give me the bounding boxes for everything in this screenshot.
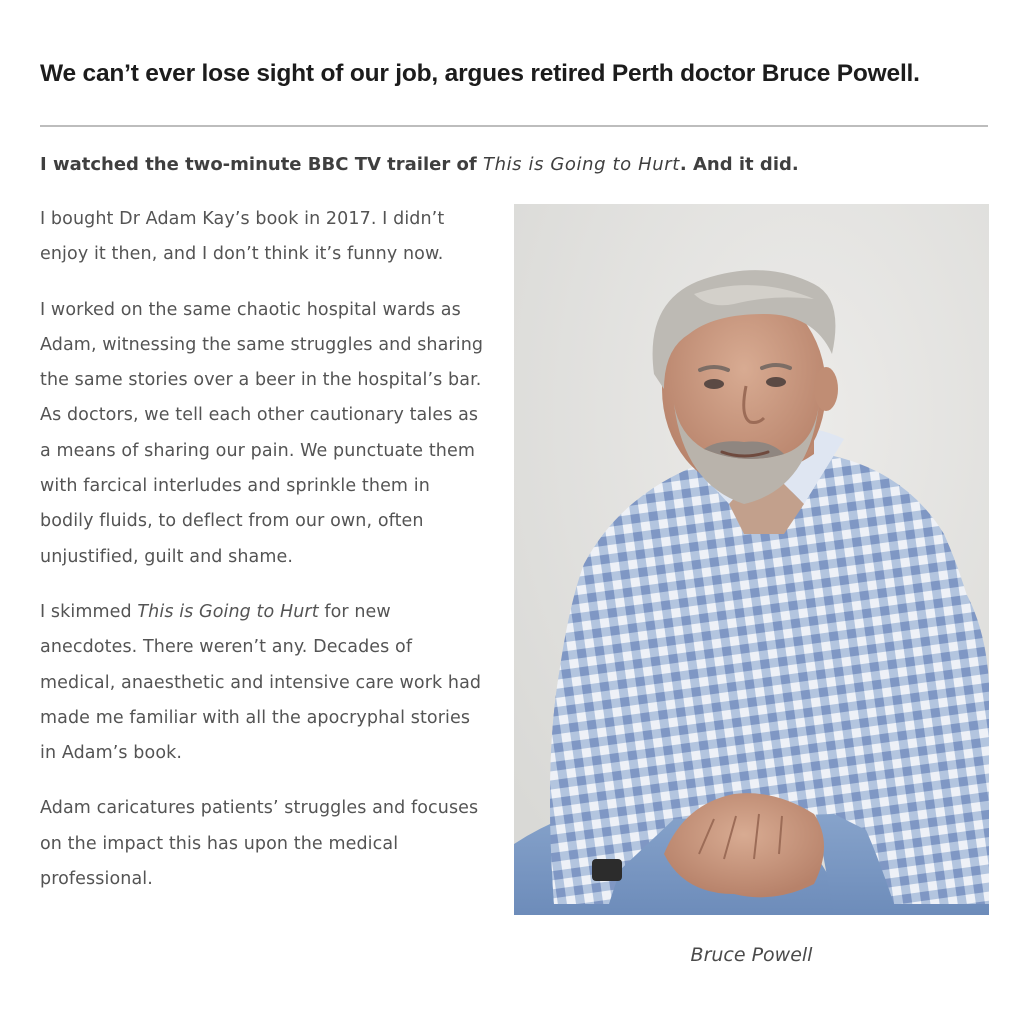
portrait-illustration — [514, 204, 989, 915]
inline-book-title: This is Going to Hurt — [137, 601, 319, 622]
article-headline: We can’t ever lose sight of our job, argues retired Perth doctor Bruce Powell. — [40, 60, 920, 87]
paragraph-text-before: I skimmed — [40, 601, 138, 622]
article-body — [40, 202, 488, 917]
article-lede — [40, 150, 990, 180]
body-paragraph-2: I worked on the same chaotic hospital wards as Adam, witnessing the same struggles and sharing the same stories over a beer in the hospital’s bar. As doctors, we tell each other cautionary tales as a means of sharing our pain. We punctuate them with farcical interludes and sprinkle them in bodily fluids, to deflect from our own, often unjustified, guilt and shame. — [40, 299, 484, 567]
photo-caption: Bruce Powell — [690, 944, 813, 966]
body-paragraph-4: Adam caricatures patients’ struggles and focuses on the impact this has upon the medical professional. — [40, 798, 479, 890]
lede-text-before: I watched the two-minute BBC TV trailer of — [40, 154, 483, 175]
lede-text-after: . And it did. — [679, 154, 799, 175]
author-photo — [514, 204, 989, 915]
body-paragraph-1: I bought Dr Adam Kay’s book in 2017. I didn’t enjoy it then, and I don’t think it’s funny now. — [40, 209, 445, 265]
paragraph-text-after: for new anecdotes. There weren’t any. Decades of medical, anaesthetic and intensive care work had made me familiar with all the apocryphal stories in Adam’s book. — [40, 601, 482, 764]
headline-divider — [40, 125, 988, 127]
body-paragraph-3 — [40, 595, 488, 771]
lede-book-title: This is Going to Hurt — [482, 154, 680, 175]
